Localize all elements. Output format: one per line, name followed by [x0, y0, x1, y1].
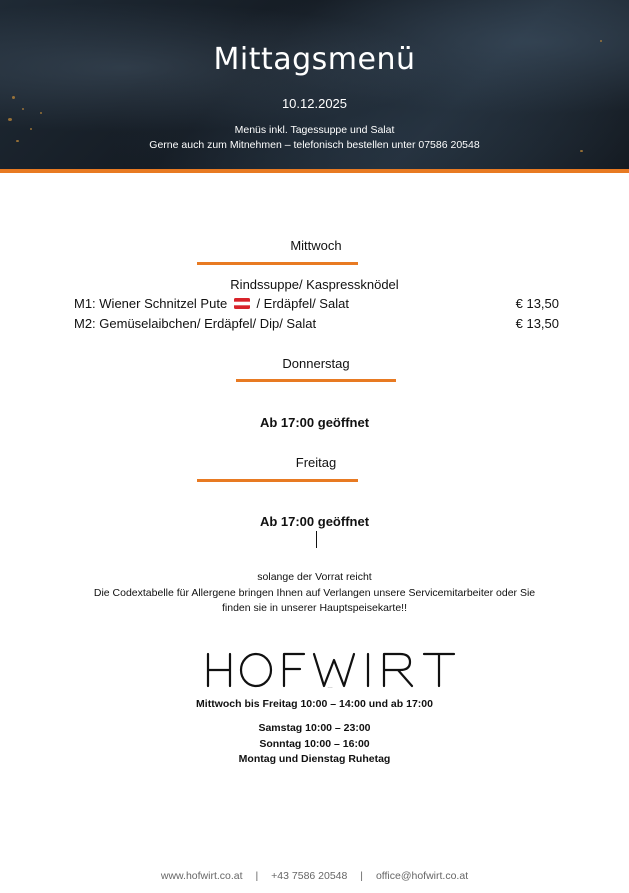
menu-item-m2: M2: Gemüselaibchen/ Erdäpfel/ Dip/ Salat: [74, 316, 317, 331]
menu-date: 10.12.2025: [281, 96, 348, 111]
gold-speck: [8, 118, 12, 121]
footer-separator: |: [255, 870, 259, 882]
day-divider-wednesday: [197, 262, 358, 265]
friday-opening-note: Ab 17:00 geöffnet: [259, 514, 370, 529]
footer-contact: [0, 870, 629, 882]
gold-speck: [40, 112, 42, 114]
page-title: Mittagsmenü: [213, 42, 416, 77]
hours-closed-days: Montag und Dienstag Ruhetag: [238, 753, 391, 765]
hours-weekday: Mittwoch bis Freitag 10:00 – 14:00 und ab 17:00: [196, 698, 433, 710]
menu-item-m1: [74, 296, 349, 311]
header-banner: [0, 0, 629, 169]
menu-item-m1-price: € 13,50: [515, 296, 559, 311]
footer-website: www.hofwirt.co.at: [160, 870, 243, 882]
hofwirt-logo: [204, 650, 456, 690]
menu-note-line-2: Gerne auch zum Mitnehmen – telefonisch bestellen unter 07586 20548: [149, 139, 480, 151]
menu-item-m1-sides: / Erdäpfel/ Salat: [256, 296, 349, 311]
menu-item-m2-price: € 13,50: [515, 316, 559, 331]
thursday-opening-note: Ab 17:00 geöffnet: [259, 415, 370, 430]
logo-text: HOFWIRT: [327, 688, 333, 689]
text-cursor: [316, 531, 317, 548]
day-divider-friday: [197, 479, 358, 482]
footer-separator: |: [360, 870, 364, 882]
menu-item-m1-name: M1: Wiener Schnitzel Pute: [74, 296, 228, 311]
hours-saturday: Samstag 10:00 – 23:00: [258, 722, 371, 734]
day-heading-friday: Freitag: [295, 455, 337, 470]
menu-note-line-1: Menüs inkl. Tagessuppe und Salat: [234, 124, 395, 136]
austria-flag-icon: [234, 298, 250, 309]
allergen-note-line-1: Die Codextabelle für Allergene bringen Ihnen auf Verlangen unsere Servicemitarbeiter oder Sie: [93, 587, 536, 599]
day-heading-thursday: Donnerstag: [282, 356, 350, 371]
allergen-note-line-2: finden sie in unserer Hauptspeisekarte!!: [221, 602, 408, 614]
day-heading-wednesday: Mittwoch: [290, 238, 342, 253]
soup-of-the-day: Rindssuppe/ Kaspressknödel: [230, 277, 399, 292]
day-divider-thursday: [236, 379, 396, 382]
footer-phone: +43 7586 20548: [271, 870, 348, 882]
supply-note: solange der Vorrat reicht: [257, 571, 372, 583]
header-accent-bar: [0, 169, 629, 173]
hours-sunday: Sonntag 10:00 – 16:00: [259, 738, 370, 750]
footer-email: office@hofwirt.co.at: [375, 870, 469, 882]
